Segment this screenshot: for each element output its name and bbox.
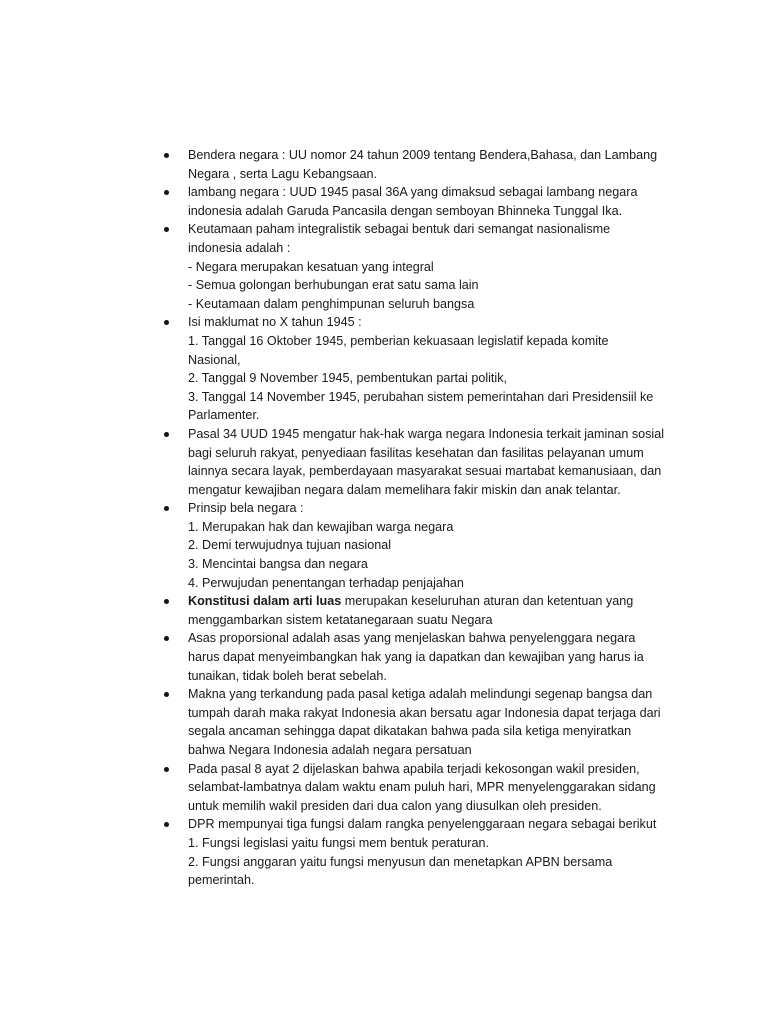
list-item — [160, 499, 680, 592]
text-line: Pasal 34 UUD 1945 mengatur hak-hak warga negara Indonesia terkait jaminan sosial — [188, 426, 665, 441]
text-line: tunaikan, tidak boleh berat sebelah. — [188, 668, 387, 683]
bullet-icon — [164, 767, 169, 772]
list-item — [160, 425, 680, 499]
text-line: harus dapat menyeimbangkan hak yang ia dapatkan dan kewajiban yang harus ia — [188, 650, 644, 665]
text-line: tumpah darah maka rakyat Indonesia akan bersatu agar Indonesia dapat terjaga dari — [188, 705, 661, 720]
text-line: Asas proporsional adalah asas yang menjelaskan bahwa penyelenggara negara — [188, 631, 636, 646]
text-line: pemerintah. — [188, 873, 255, 888]
bullet-icon — [164, 506, 169, 511]
text-line: 3. Tanggal 14 November 1945, perubahan sistem pemerintahan dari Presidensiil ke — [188, 389, 654, 404]
bold-term: Konstitusi dalam arti luas — [188, 594, 342, 609]
text-line: 1. Merupakan hak dan kewajiban warga negara — [188, 519, 454, 534]
text-line: 2. Tanggal 9 November 1945, pembentukan partai politik, — [188, 371, 508, 386]
text-line: Isi maklumat no X tahun 1945 : — [188, 315, 362, 330]
term-definition: merupakan keseluruhan aturan dan ketentuan yang — [341, 594, 634, 609]
list-item — [160, 592, 680, 629]
bullet-icon — [164, 227, 169, 232]
list-item — [160, 220, 680, 313]
bullet-icon — [164, 636, 169, 641]
text-line: 2. Fungsi anggaran yaitu fungsi menyusun dan menetapkan APBN bersama — [188, 854, 613, 869]
list-item — [160, 760, 680, 816]
text-line: lambang negara : UUD 1945 pasal 36A yang dimaksud sebagai lambang negara — [188, 185, 638, 200]
text-line: lainnya secara layak, pemberdayaan masyarakat sesuai martabat kemanusiaan, dan — [188, 464, 662, 479]
text-line: bagi seluruh rakyat, penyediaan fasilitas kesehatan dan fasilitas pelayanan umum — [188, 445, 644, 460]
text-line: Prinsip bela negara : — [188, 501, 304, 516]
list-item — [160, 685, 680, 759]
list-item — [160, 146, 680, 183]
bullet-icon — [164, 320, 169, 325]
bullet-icon — [164, 599, 169, 604]
text-line: 2. Demi terwujudnya tujuan nasional — [188, 538, 392, 553]
list-item — [160, 815, 680, 889]
list-item — [160, 629, 680, 685]
text-line: indonesia adalah : — [188, 240, 291, 255]
text-line: indonesia adalah Garuda Pancasila dengan semboyan Bhinneka Tunggal Ika. — [188, 203, 623, 218]
text-line: mengatur kewajiban negara dalam memelihara fakir miskin dan anak telantar. — [188, 482, 621, 497]
bullet-icon — [164, 153, 169, 158]
text-line: untuk memilih wakil presiden dari dua calon yang diusulkan oleh presiden. — [188, 798, 602, 813]
text-line: - Negara merupakan kesatuan yang integral — [188, 259, 434, 274]
list-item — [160, 313, 680, 425]
text-line: menggambarkan sistem ketatanegaraan suatu Negara — [188, 612, 493, 627]
text-line: Pada pasal 8 ayat 2 dijelaskan bahwa apabila terjadi kekosongan wakil presiden, — [188, 761, 640, 776]
text-line: 3. Mencintai bangsa dan negara — [188, 557, 368, 572]
text-line-with-bold-lead — [188, 592, 680, 611]
text-line: Keutamaan paham integralistik sebagai bentuk dari semangat nasionalisme — [188, 222, 611, 237]
text-line: Nasional, — [188, 352, 241, 367]
bullet-icon — [164, 692, 169, 697]
text-line: Parlamenter. — [188, 408, 260, 423]
text-line: Negara , serta Lagu Kebangsaan. — [188, 166, 378, 181]
bullet-list — [160, 146, 680, 890]
text-line: - Semua golongan berhubungan erat satu sama lain — [188, 278, 479, 293]
bullet-icon — [164, 822, 169, 827]
text-line: bahwa Negara Indonesia adalah negara persatuan — [188, 743, 472, 757]
text-line: 1. Fungsi legislasi yaitu fungsi mem bentuk peraturan. — [188, 835, 490, 850]
text-line: segala ancaman sehingga dapat dikatakan bahwa pada sila ketiga menyiratkan — [188, 724, 632, 739]
bullet-icon — [164, 432, 169, 437]
text-line: DPR mempunyai tiga fungsi dalam rangka penyelenggaraan negara sebagai berikut — [188, 817, 657, 832]
text-line: - Keutamaan dalam penghimpunan seluruh bangsa — [188, 296, 475, 311]
text-line: selambat-lambatnya dalam waktu enam puluh hari, MPR menyelenggarakan sidang — [188, 780, 656, 795]
list-item — [160, 183, 680, 220]
text-line: Makna yang terkandung pada pasal ketiga adalah melindungi segenap bangsa dan — [188, 687, 653, 702]
bullet-icon — [164, 190, 169, 195]
text-line: 4. Perwujudan penentangan terhadap penjajahan — [188, 575, 464, 590]
text-line: 1. Tanggal 16 Oktober 1945, pemberian kekuasaan legislatif kepada komite — [188, 333, 609, 348]
text-line: Bendera negara : UU nomor 24 tahun 2009 tentang Bendera,Bahasa, dan Lambang — [188, 148, 658, 162]
